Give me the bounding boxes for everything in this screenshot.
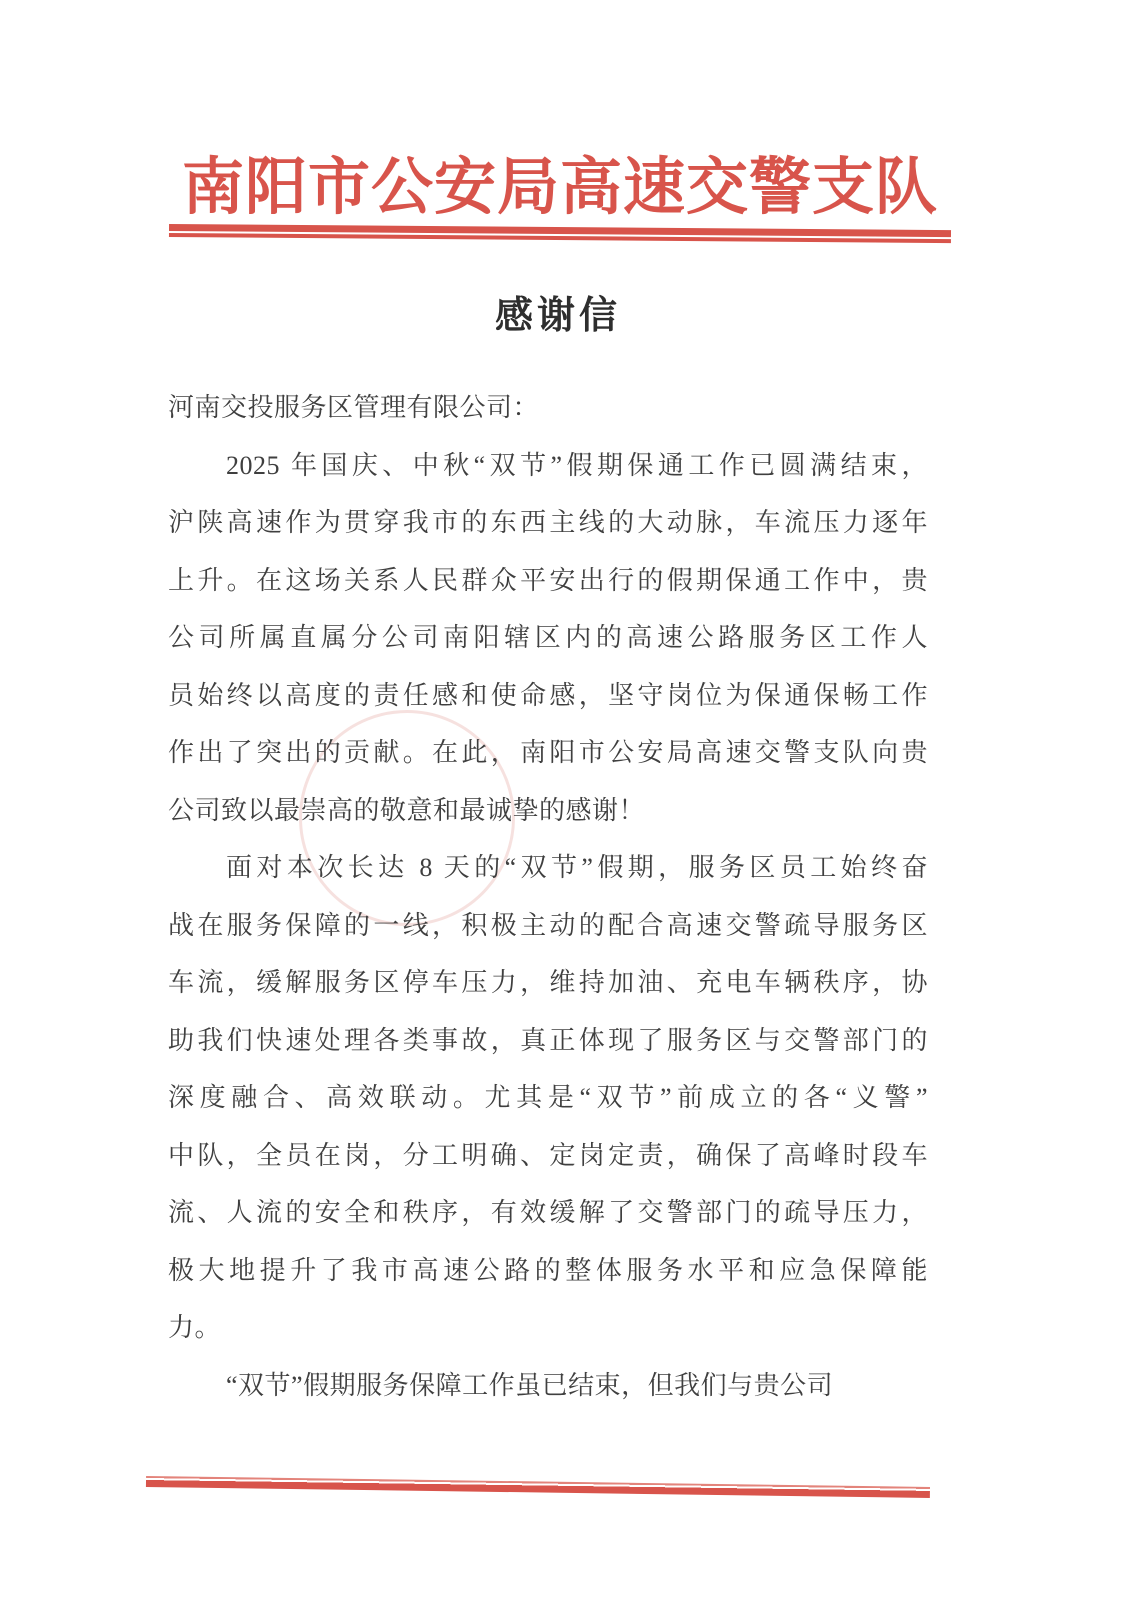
body-line: 上升。在这场关系人民群众平安出行的假期保通工作中，贵: [168, 565, 928, 595]
letter-title: 感谢信: [494, 295, 621, 337]
body-line: 车流，缓解服务区停车压力，维持加油、充电车辆秩序，协: [168, 968, 928, 997]
body-line: 员始终以高度的责任感和使命感，坚守岗位为保通保畅工作: [168, 680, 928, 710]
body-line: 流、人流的安全和秩序，有效缓解了交警部门的疏导压力，: [168, 1198, 928, 1227]
letterhead-double-rule: [169, 224, 951, 243]
body-line: 助我们快速处理各类事故，真正体现了服务区与交警部门的: [168, 1025, 928, 1055]
body-line: “双节”假期服务保障工作虽已结束，但我们与贵公司: [226, 1370, 834, 1400]
body-line: 面对本次长达 8 天的“双节”假期，服务区员工始终奋: [226, 853, 928, 882]
body-line: 战在服务保障的一线，积极主动的配合高速交警疏导服务区: [168, 910, 928, 940]
body-line: 力。: [168, 1313, 222, 1342]
body-line: 作出了突出的贡献。在此，南阳市公安局高速交警支队向贵: [168, 738, 928, 767]
body-line: 河南交投服务区管理有限公司：: [168, 393, 540, 422]
footer-rule: [146, 1476, 930, 1498]
letterhead-title: 南阳市公安局高速交警支队: [181, 154, 938, 222]
body-line: 2025 年国庆、中秋“双节”假期保通工作已圆满结束，: [226, 450, 928, 480]
letter-body: [168, 379, 928, 1414]
body-line: 公司所属直属分公司南阳辖区内的高速公路服务区工作人: [168, 623, 928, 652]
body-line: 公司致以最崇高的敬意和最诚挚的感谢！: [168, 795, 646, 825]
body-line: 极大地提升了我市高速公路的整体服务水平和应急保障能: [168, 1255, 928, 1285]
body-line: 沪陕高速作为贯穿我市的东西主线的大动脉，车流压力逐年: [168, 508, 928, 537]
body-line: 中队，全员在岗，分工明确、定岗定责，确保了高峰时段车: [168, 1140, 928, 1170]
body-line: 深度融合、高效联动。尤其是“双节”前成立的各“义警”: [168, 1083, 928, 1112]
